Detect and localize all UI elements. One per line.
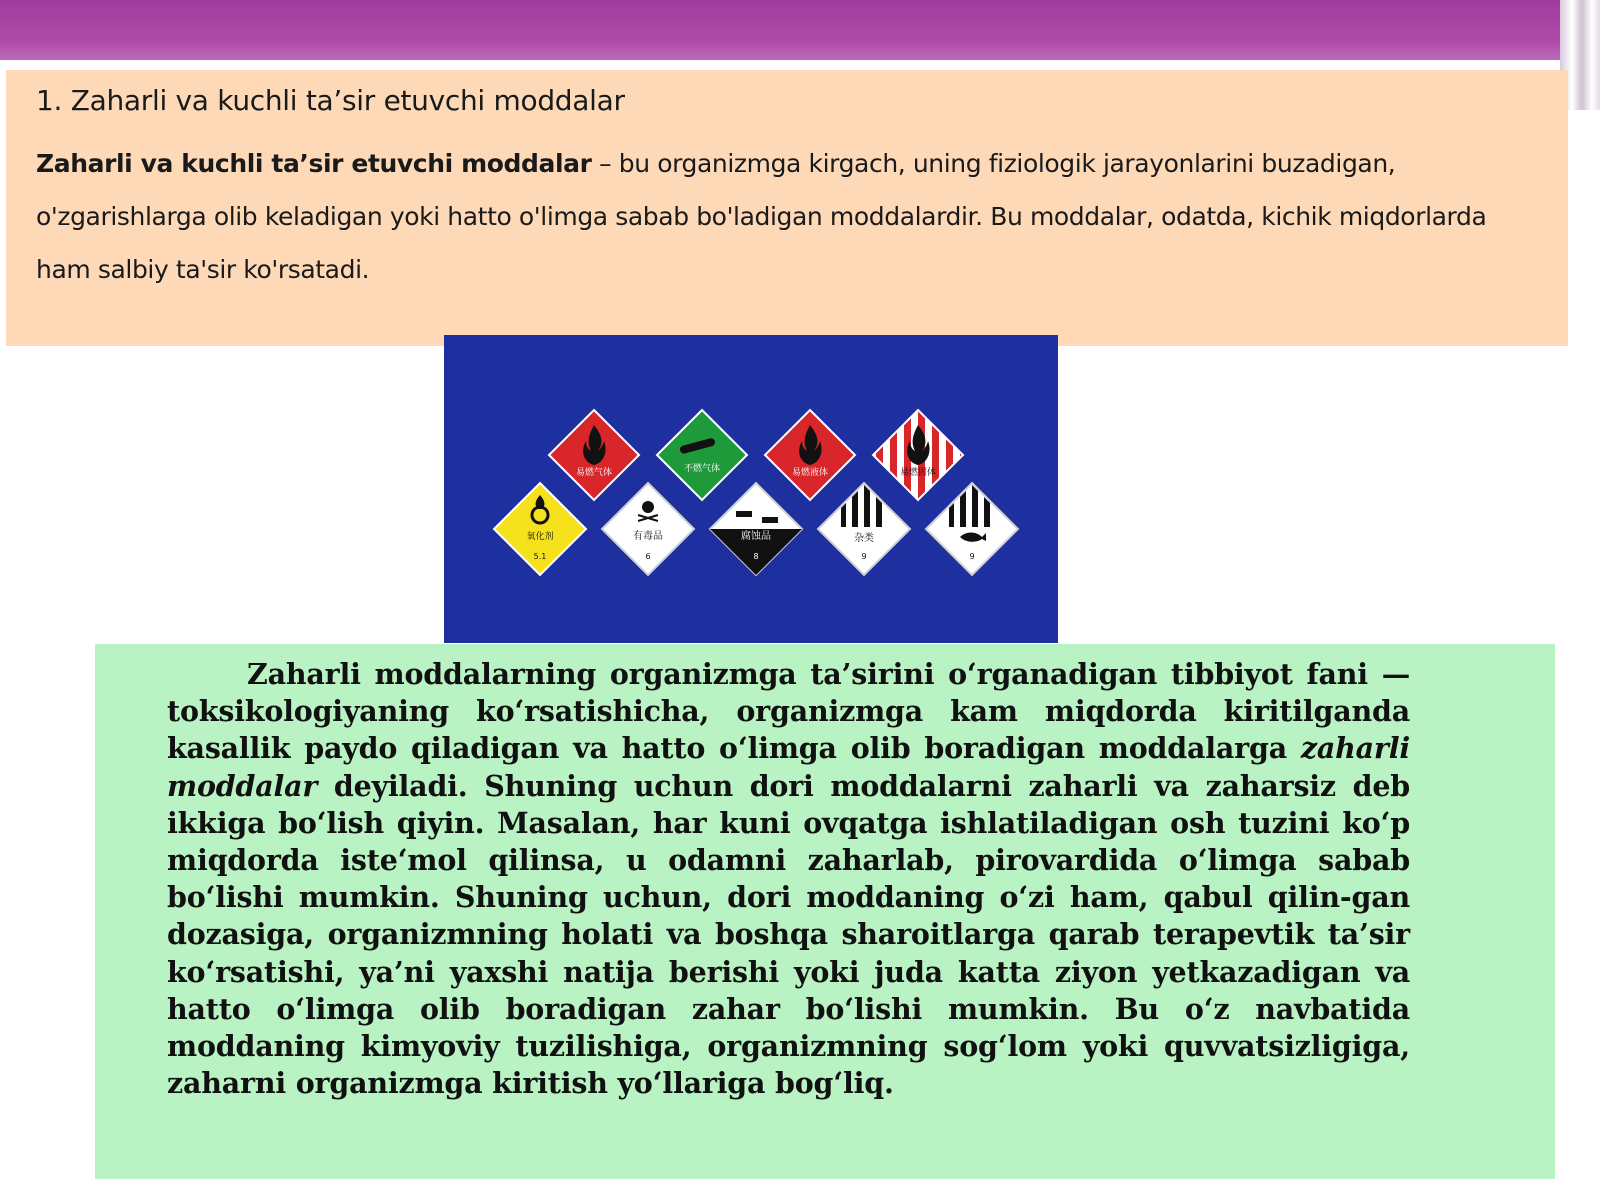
flammable-liquid-label: 易燃液体 — [791, 468, 829, 478]
toxic-label: 有毒品 — [633, 531, 663, 542]
oxidizer-label: 氧化剂 — [526, 532, 554, 542]
definition-paragraph — [36, 137, 1538, 296]
textbook-part2: deyiladi. Shuning uchun dori moddalarni zaharli va zaharsiz deb ikkiga bo‘lish qiyin. Masalan, har kuni ovqatga ishlatiladigan osh tuzini ko‘p miqdorda iste‘mol qilinsa, u odamni zaharlab, pirovardida o‘limga sabab bo‘lishi mumkin. Shuning uchun, dori moddaning o‘zi ham, qabul qilin-gan dozasiga, organizmning holati va boshqa sharoitlarga qarab terapevtik ta’sir ko‘rsatishi, ya’ni yaxshi natija berishi yoki juda katta ziyon yetkazadigan va hatto o‘limga olib boradigan zahar bo‘lishi mumkin. Bu o‘z navbatida moddaning kimyoviy tuzilishiga, organizmning sog‘lom yoki quvvatsizligiga, zaharni organizmga kiritish yo‘llariga bog‘liq. — [167, 768, 1410, 1101]
flammable-solid-sign-icon — [873, 410, 963, 500]
definition-term: Zaharli va kuchli ta’sir etuvchi moddalar — [36, 149, 592, 178]
corrosive-sign-icon — [710, 483, 802, 575]
textbook-paragraph — [167, 656, 1410, 1102]
textbook-excerpt — [95, 644, 1555, 1179]
misc-sign-icon — [818, 483, 910, 575]
toxic-number: 6 — [645, 552, 651, 561]
textbook-emphasis: zaharli moddalar — [167, 731, 1410, 803]
definition-box — [6, 70, 1568, 346]
misc-number: 9 — [861, 552, 867, 561]
corrosive-label: 腐蚀品 — [741, 531, 771, 542]
misc-environmental-number: 9 — [969, 552, 975, 561]
flammable-gas-label: 易燃气体 — [575, 468, 613, 478]
top-banner — [0, 0, 1560, 60]
flammable-gas-sign-icon — [549, 410, 639, 500]
corrosive-number: 8 — [753, 552, 759, 561]
oxidizer-number: 5.1 — [533, 552, 547, 561]
misc-environmental-sign-icon — [926, 483, 1018, 575]
hazard-signs-svg — [444, 335, 1058, 643]
textbook-part1: Zaharli moddalarning organizmga ta’sirini o‘rganadigan tibbiyot fani — toksikologiyaning ko‘rsatishicha, organizmga kam miqdorda kiritilganda kasallik paydo qiladigan va hatto o‘limga olib boradigan moddalarga — [167, 657, 1410, 766]
flammable-liquid-sign-icon — [765, 410, 855, 500]
toxic-sign-icon — [602, 483, 694, 575]
definition-body: – bu organizmga kirgach, uning fiziologik jarayonlarini buzadigan, o'zgarishlarga olib keladigan yoki hatto o'limga sabab bo'ladigan moddalardir. Bu moddalar, odatda, kichik miqdorlarda ham salbiy ta'sir ko'rsatadi. — [36, 149, 1487, 284]
non-flammable-gas-sign-icon — [657, 410, 747, 500]
flammable-solid-label: 易燃固体 — [899, 468, 937, 478]
hazard-signs-image — [444, 335, 1058, 643]
misc-label: 杂类 — [854, 533, 874, 544]
non-flammable-gas-label: 不燃气体 — [683, 464, 721, 474]
oxidizer-sign-icon — [494, 483, 586, 575]
section-heading: 1. Zaharli va kuchli ta’sir etuvchi moddalar — [36, 84, 625, 117]
